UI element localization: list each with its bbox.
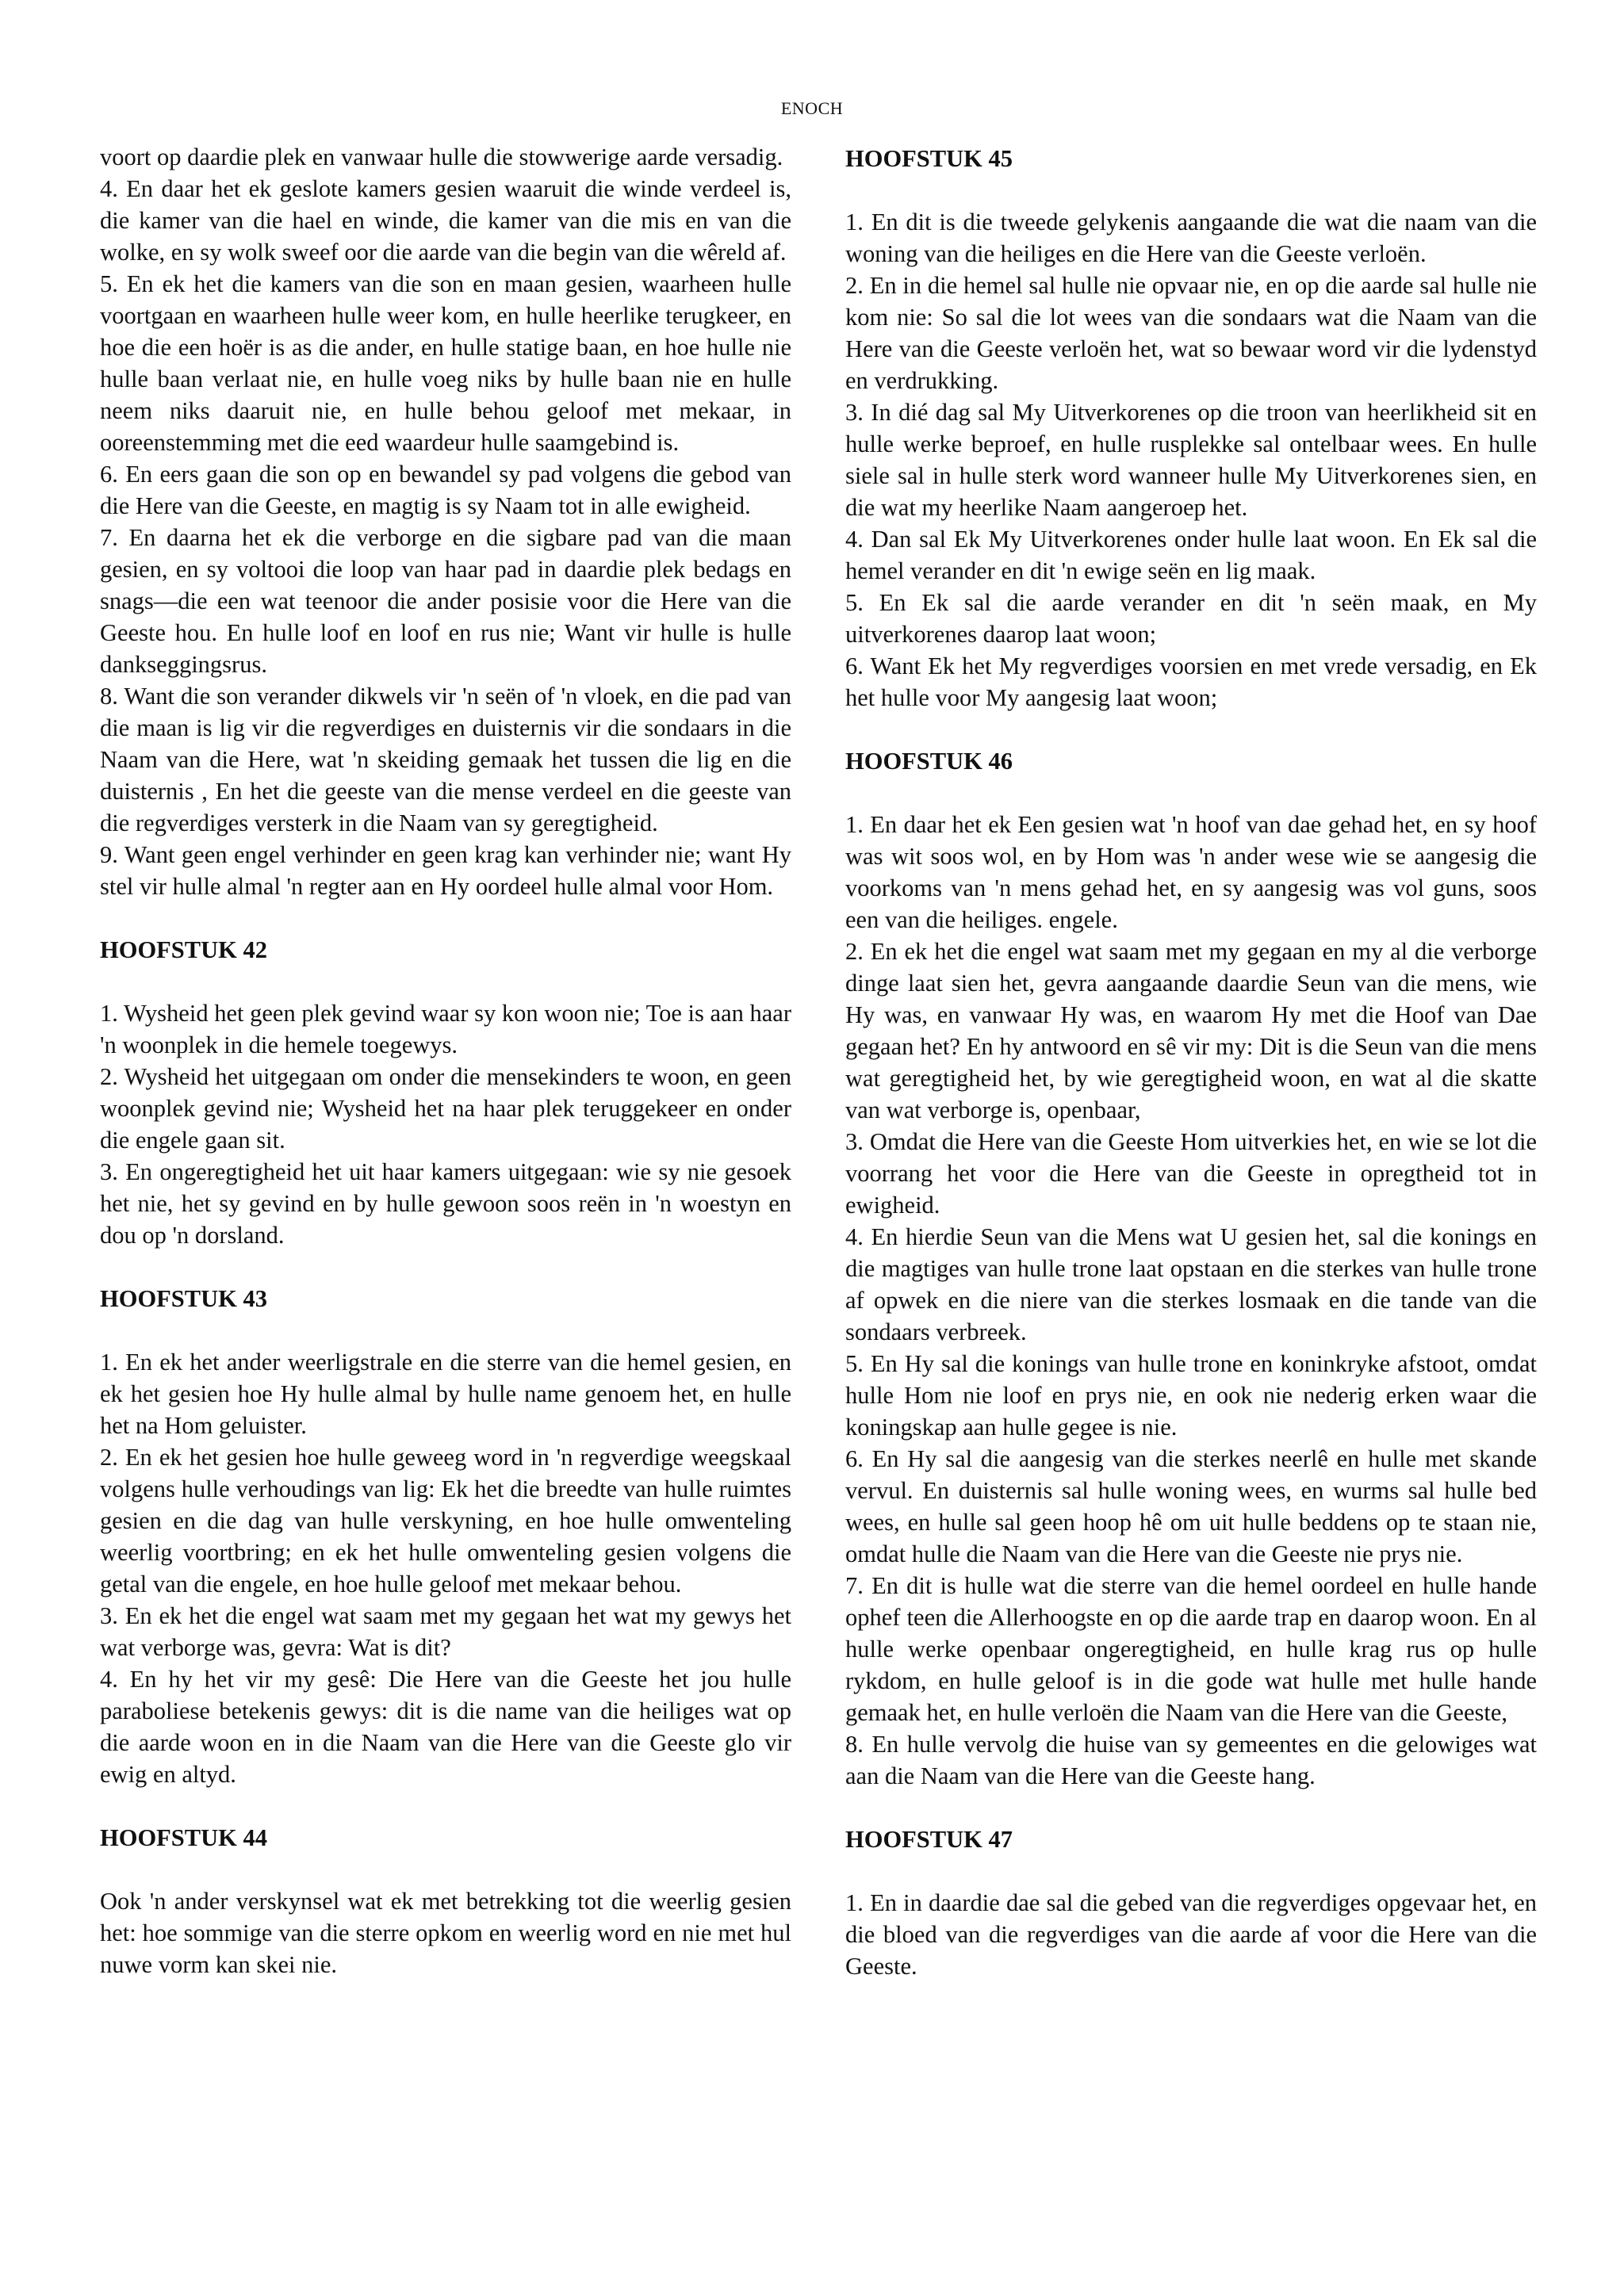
verse-paragraph: 6. Want Ek het My regverdiges voorsien en met vrede versadig, en Ek het hulle voor My aangesig laat woon; — [845, 652, 1537, 711]
verse-paragraph: 2. Wysheid het uitgegaan om onder die mensekinders te woon, en geen woonplek gevind nie; Wysheid het na haar plek teruggekeer en onder die engele gaan sit. — [100, 1063, 791, 1154]
verse-paragraph: 3. En ongeregtigheid het uit haar kamers uitgegaan: wie sy nie gesoek het nie, het sy gevind en by hulle gewoon soos reën in 'n woestyn en dou op 'n dorsland. — [100, 1158, 791, 1249]
chapter-heading-44: HOOFSTUK 44 — [100, 1824, 267, 1851]
verse-paragraph: 9. Want geen engel verhinder en geen krag kan verhinder nie; want Hy stel vir hulle almal 'n regter aan en Hy oordeel hulle almal voor Hom. — [100, 841, 791, 900]
verse-paragraph: 3. In dié dag sal My Uitverkorenes op die troon van heerlikheid sit en hulle werke beproef, en hulle rusplekke sal ontelbaar wees. En hulle siele sal in hulle sterk word wanneer hulle My Uitverkorenes sien, en die wat my heerlike Naam aangeroep het. — [845, 399, 1537, 521]
verse-paragraph: 7. En dit is hulle wat die sterre van die hemel oordeel en hulle hande ophef teen die Allerhoogste en op die aarde trap en daarop woon. En al hulle werke openbaar ongeregtigheid, en hulle krag rus op hulle rykdom, en hulle geloof is in die gode wat hulle met hulle hande gemaak het, en hulle verloën die Naam van die Here van die Geeste, — [845, 1572, 1537, 1726]
left-column — [100, 141, 791, 1980]
verse-paragraph: 5. En Hy sal die konings van hulle trone en koninkryke afstoot, omdat hulle Hom nie loof en prys nie, en ook nie nederig erken waar die koningskap aan hulle gegee is nie. — [845, 1350, 1537, 1441]
verse-paragraph: 1. En in daardie dae sal die gebed van die regverdiges opgevaar het, en die bloed van die regverdiges van die aarde af voor die Here van die Geeste. — [845, 1889, 1537, 1980]
verse-paragraph: 3. Omdat die Here van die Geeste Hom uitverkies het, en wie se lot die voorrang het voor die Here van die Geeste in opregtheid tot in ewigheid. — [845, 1128, 1537, 1219]
chapter-heading-47: HOOFSTUK 47 — [845, 1826, 1013, 1853]
chapter-heading-42: HOOFSTUK 42 — [100, 936, 267, 963]
verse-paragraph: 7. En daarna het ek die verborge en die sigbare pad van die maan gesien, en sy voltooi die loop van haar pad in daardie plek bedags en snags—die een wat teenoor die ander posisie voor die Here van die Geeste hou. En hulle loof en loof en rus nie; Want vir hulle is hulle dankseggingsrus. — [100, 524, 791, 678]
verse-paragraph: 8. Want die son verander dikwels vir 'n seën of 'n vloek, en die pad van die maan is lig vir die regverdiges en duisternis vir die sondaars in die Naam van die Here, wat 'n skeiding gemaak het tussen die lig en die duisternis , En het die geeste van die mense verdeel en die geeste van die regverdiges versterk in die Naam van sy geregtigheid. — [100, 683, 791, 836]
verse-paragraph: 4. En hy het vir my gesê: Die Here van die Geeste het jou hulle paraboliese betekenis gewys: dit is die name van die heiliges wat op die aarde woon en in die Naam van die Here van die Geeste glo vir ewig en altyd. — [100, 1666, 791, 1788]
chapter-heading-45: HOOFSTUK 45 — [845, 145, 1013, 172]
verse-paragraph: 4. En daar het ek geslote kamers gesien waaruit die winde verdeel is, die kamer van die hael en winde, die kamer van die mis en van die wolke, en sy wolk sweef oor die aarde van die begin van die wêreld af. — [100, 175, 791, 266]
verse-paragraph: 8. En hulle vervolg die huise van sy gemeentes en die gelowiges wat aan die Naam van die Here van die Geeste hang. — [845, 1731, 1537, 1789]
verse-paragraph: 1. En ek het ander weerligstrale en die sterre van die hemel gesien, en ek het gesien hoe Hy hulle almal by hulle name genoem het, en hulle het na Hom geluister. — [100, 1349, 791, 1439]
verse-paragraph: 2. En in die hemel sal hulle nie opvaar nie, en op die aarde sal hulle nie kom nie: So sal die lot wees van die sondaars wat die Naam van die Here van die Geeste verloën het, wat so bewaar word vir die lydenstyd en verdrukking. — [845, 272, 1537, 394]
chapter-heading-46: HOOFSTUK 46 — [845, 748, 1013, 775]
verse-paragraph: 1. Wysheid het geen plek gevind waar sy kon woon nie; Toe is aan haar 'n woonplek in die hemele toegewys. — [100, 1000, 791, 1058]
verse-paragraph: 4. En hierdie Seun van die Mens wat U gesien het, sal die konings en die magtiges van hulle trone laat opstaan en die sterkes van hulle trone af opwek en die niere van die sterkes losmaak en die tande van die sondaars verbreek. — [845, 1223, 1537, 1345]
verse-paragraph: 3. En ek het die engel wat saam met my gegaan het wat my gewys het wat verborge was, gevra: Wat is dit? — [100, 1602, 791, 1661]
verse-paragraph: 2. En ek het die engel wat saam met my gegaan en my al die verborge dinge laat sien het, gevra aangaande daardie Seun van die mens, wie Hy was, en vanwaar Hy was, en waarom Hy met die Hoof van Dae gegaan het? En hy antwoord en sê vir my: Dit is die Seun van die mens wat geregtigheid het, by wie geregtigheid woon, en wat al die skatte van wat verborge is, openbaar, — [845, 938, 1537, 1123]
verse-paragraph: 6. En Hy sal die aangesig van die sterkes neerlê en hulle met skande vervul. En duisternis sal hulle woning wees, en wurms sal hulle bed wees, en hulle sal geen hoop hê om uit hulle beddens op te staan nie, omdat hulle die Naam van die Here van die Geeste nie prys nie. — [845, 1445, 1537, 1567]
verse-paragraph: 6. En eers gaan die son op en bewandel sy pad volgens die gebod van die Here van die Geeste, en magtig is sy Naam tot in alle ewigheid. — [100, 461, 791, 519]
right-column — [845, 143, 1537, 1982]
verse-paragraph: voort op daardie plek en vanwaar hulle die stowwerige aarde versadig. — [100, 144, 783, 170]
chapter-heading-43: HOOFSTUK 43 — [100, 1285, 267, 1312]
verse-paragraph: 1. En dit is die tweede gelykenis aangaande die wat die naam van die woning van die heiliges en die Here van die Geeste verloën. — [845, 209, 1537, 267]
verse-paragraph: Ook 'n ander verskynsel wat ek met betrekking tot die weerlig gesien het: hoe sommige van die sterre opkom en weerlig word en nie met hul nuwe vorm kan skei nie. — [100, 1888, 791, 1978]
verse-paragraph: 5. En Ek sal die aarde verander en dit 'n seën maak, en My uitverkorenes daarop laat woon; — [845, 589, 1537, 648]
verse-paragraph: 5. En ek het die kamers van die son en maan gesien, waarheen hulle voortgaan en waarheen hulle weer kom, en hulle heerlike terugkeer, en hoe die een hoër is as die ander, en hulle statige baan, en hoe hulle nie hulle baan verlaat nie, en hulle voeg niks by hulle baan nie en hulle neem niks daaruit nie, en hulle behou geloof met mekaar, in ooreenstemming met die eed waardeur hulle saamgebind is. — [100, 270, 791, 456]
running-head: ENOCH — [780, 98, 844, 118]
verse-paragraph: 4. Dan sal Ek My Uitverkorenes onder hulle laat woon. En Ek sal die hemel verander en dit 'n ewige seën en lig maak. — [845, 526, 1537, 584]
verse-paragraph: 1. En daar het ek Een gesien wat 'n hoof van dae gehad het, en sy hoof was wit soos wol, en by Hom was 'n ander wese wie se aangesig die voorkoms van 'n mens gehad het, en sy aangesig was vol guns, soos een van die heiliges. engele. — [845, 811, 1537, 933]
verse-paragraph: 2. En ek het gesien hoe hulle geweeg word in 'n regverdige weegskaal volgens hulle verhoudings van lig: Ek het die breedte van hulle ruimtes gesien en die dag van hulle verskyning, en hoe hulle omwenteling weerlig voortbring; en ek het hulle omwenteling gesien volgens die getal van die engele, en hoe hulle geloof met mekaar behou. — [100, 1444, 791, 1598]
